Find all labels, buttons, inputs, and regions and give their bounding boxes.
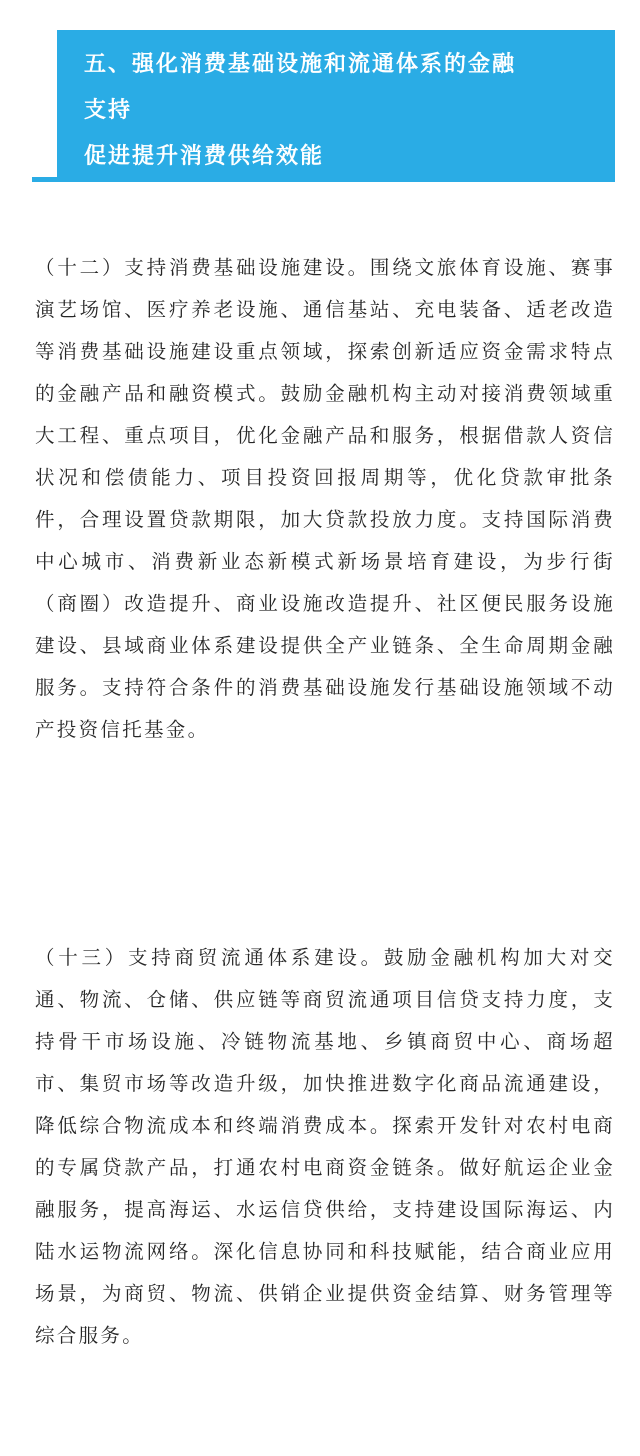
article-section-13 <box>35 937 615 1357</box>
header-accent-bar <box>32 177 615 182</box>
header-title-line-2: 支持 <box>84 98 133 123</box>
paragraph-13: （十三）支持商贸流通体系建设。鼓励金融机构加大对交通、物流、仓储、供应链等商贸流通项目信贷支持力度，支持骨干市场设施、冷链物流基地、乡镇商贸中心、商场超市、集贸市场等改造升级，加快推进数字化商品流通建设，降低综合物流成本和终端消费成本。探索开发针对农村电商的专属贷款产品，打通农村电商资金链条。做好航运企业金融服务，提高海运、水运信贷供给，支持建设国际海运、内陆水运物流网络。深化信息协同和科技赋能，结合商业应用场景，为商贸、物流、供销企业提供资金结算、财务管理等综合服务。 <box>35 946 615 1347</box>
section-header <box>57 30 615 181</box>
header-subtitle: 促进提升消费供给效能 <box>84 144 325 169</box>
paragraph-12: （十二）支持消费基础设施建设。围绕文旅体育设施、赛事演艺场馆、医疗养老设施、通信基站、充电装备、适老改造等消费基础设施建设重点领域，探索创新适应资金需求特点的金融产品和融资模式。鼓励金融机构主动对接消费领域重大工程、重点项目，优化金融产品和服务，根据借款人资信状况和偿债能力、项目投资回报周期等，优化贷款审批条件，合理设置贷款期限，加大贷款投放力度。支持国际消费中心城市、消费新业态新模式新场景培育建设，为步行街（商圈）改造提升、商业设施改造提升、社区便民服务设施建设、县域商业体系建设提供全产业链条、全生命周期金融服务。支持符合条件的消费基础设施发行基础设施领域不动产投资信托基金。 <box>35 256 615 741</box>
article-section-12 <box>35 247 615 751</box>
header-title-line-1: 五、强化消费基础设施和流通体系的金融 <box>84 52 517 77</box>
